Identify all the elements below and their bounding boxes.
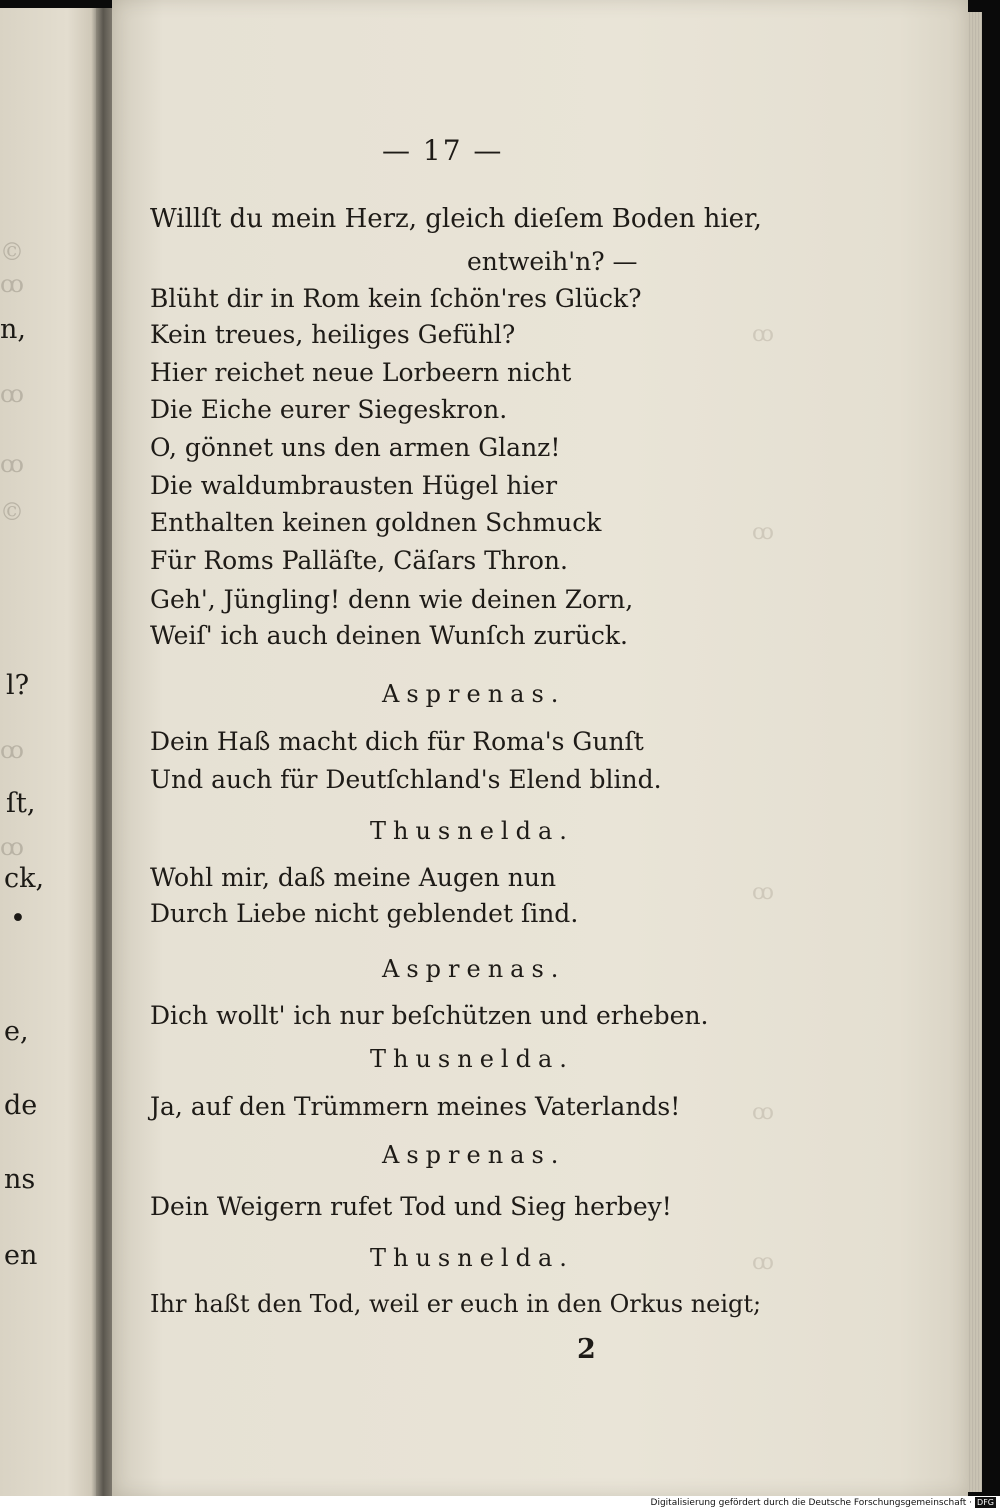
verse-line: Willſt du mein Herz, gleich dieſem Boden hier, — [150, 204, 762, 234]
dfg-logo: DFG — [977, 1498, 994, 1507]
speaker-name: Asprenas. — [382, 955, 566, 983]
left-page-faint-mark: ꝏ — [0, 270, 24, 298]
funding-credit-text: Digitalisierung gefördert durch die Deutsche Forschungsgemeinschaft — [650, 1498, 967, 1508]
verse-line: Weiſ' ich auch deinen Wunſch zurück. — [150, 621, 628, 650]
dialogue-line: Wohl mir, daß meine Augen nun — [150, 863, 557, 892]
left-page-fragment: n, — [0, 314, 26, 345]
bleed-through-mark: ꝏ — [752, 1100, 774, 1125]
speaker-name: Thusnelda. — [370, 1045, 574, 1073]
left-page-fragment: en — [4, 1240, 38, 1271]
bleed-through-mark: ꝏ — [752, 322, 774, 347]
dialogue-line: Dein Weigern rufet Tod und Sieg herbey! — [150, 1192, 672, 1221]
verse-line: Die waldumbrausten Hügel hier — [150, 471, 558, 500]
speaker-name: Asprenas. — [382, 1141, 566, 1169]
dialogue-line: Und auch für Deutſchland's Elend blind. — [150, 765, 662, 794]
left-page-faint-mark: ꝏ — [0, 380, 24, 408]
dialogue-line: Durch Liebe nicht geblendet ſind. — [150, 899, 579, 928]
left-page-fragment: ck, — [4, 863, 45, 894]
verse-line: Hier reichet neue Lorbeern nicht — [150, 358, 572, 387]
left-page-faint-mark: ꝏ — [0, 833, 24, 861]
right-page — [112, 0, 968, 1496]
left-page-faint-mark: © — [0, 238, 24, 266]
left-page-faint-mark: ꝏ — [0, 736, 24, 764]
left-page-fragment: ns — [4, 1164, 36, 1195]
dialogue-line: Dich wollt' ich nur beſchützen und erheben. — [150, 1001, 709, 1030]
signature-mark: 2 — [577, 1334, 596, 1365]
verse-line-continuation: entweih'n? — — [467, 247, 638, 276]
digitization-footer — [0, 1496, 1000, 1510]
dialogue-line: Dein Haß macht dich für Roma's Gunſt — [150, 727, 644, 756]
left-page-fragment: l? — [6, 670, 30, 701]
verse-line: O, gönnet uns den armen Glanz! — [150, 433, 561, 462]
verse-line: Geh', Jüngling! denn wie deinen Zorn, — [150, 585, 634, 614]
verse-line: Für Roms Palläſte, Cäſars Thron. — [150, 546, 568, 575]
dialogue-line: Ja, auf den Trümmern meines Vaterlands! — [150, 1092, 681, 1121]
page-stack-edge — [968, 12, 982, 1492]
book-gutter — [96, 8, 112, 1496]
left-page-faint-mark: © — [0, 498, 24, 526]
verse-line: Enthalten keinen goldnen Schmuck — [150, 508, 602, 537]
bleed-through-mark: ꝏ — [752, 880, 774, 905]
speaker-name: Asprenas. — [382, 680, 566, 708]
page-number: — 17 — — [382, 134, 504, 167]
bleed-through-mark: ꝏ — [752, 520, 774, 545]
left-facing-page — [0, 8, 96, 1496]
verse-line: Blüht dir in Rom kein ſchön'res Glück? — [150, 284, 642, 313]
speaker-name: Thusnelda. — [370, 1244, 574, 1272]
left-page-faint-mark: ꝏ — [0, 450, 24, 478]
verse-line: Kein treues, heiliges Gefühl? — [150, 320, 516, 349]
verse-line: Die Eiche eurer Siegeskron. — [150, 395, 508, 424]
left-page-fragment: de — [4, 1090, 38, 1121]
left-page-fragment: e, — [4, 1016, 29, 1047]
left-page-fragment: • — [10, 903, 26, 934]
speaker-name: Thusnelda. — [370, 817, 574, 845]
bleed-through-mark: ꝏ — [752, 1250, 774, 1275]
left-page-fragment: ſt, — [6, 788, 36, 819]
funding-credit: Digitalisierung gefördert durch die Deutsche Forschungsgemeinschaft · DFG — [650, 1498, 994, 1508]
dialogue-line: Ihr haßt den Tod, weil er euch in den Orkus neigt; — [150, 1290, 762, 1318]
